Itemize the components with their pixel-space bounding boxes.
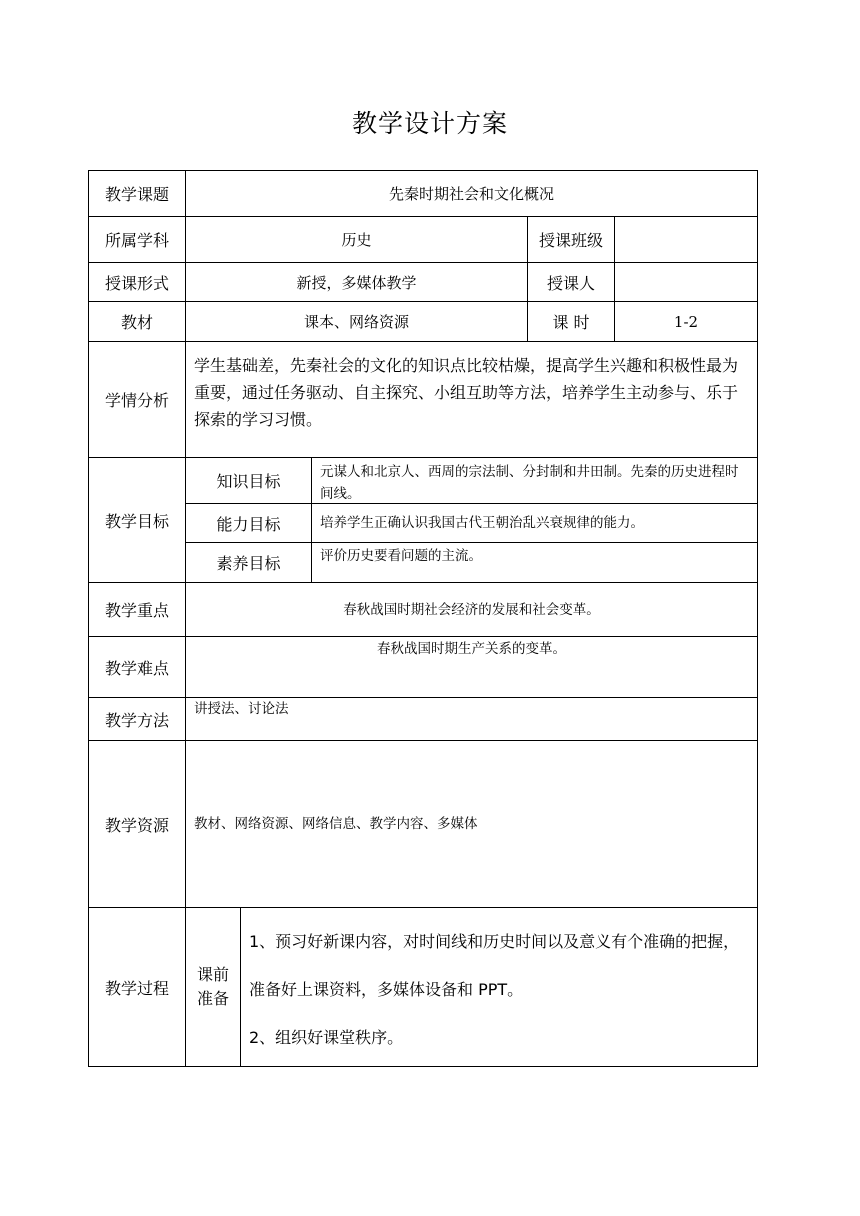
teacher-label: 授课人 — [527, 262, 615, 302]
form-value: 新授，多媒体教学 — [185, 262, 528, 302]
objective-knowledge-label: 知识目标 — [185, 457, 312, 504]
objective-ability-value: 培养学生正确认识我国古代王朝治乱兴衰规律的能力。 — [311, 503, 758, 543]
key-points-label: 教学重点 — [88, 582, 186, 637]
analysis-label: 学情分析 — [88, 341, 186, 458]
document-title: 教学设计方案 — [351, 109, 508, 138]
process-label: 教学过程 — [88, 907, 186, 1067]
objective-knowledge-value: 元谋人和北京人、西周的宗法制、分封制和井田制。先秦的历史进程时间线。 — [311, 457, 758, 504]
teacher-value — [614, 262, 758, 302]
process-step-1: 1、预习好新课内容，对时间线和历史时间以及意义有个准确的把握，准备好上课资料，多媒体设备和 PPT。 — [249, 932, 740, 999]
material-value: 课本、网络资源 — [185, 301, 528, 342]
methods-value: 讲授法、讨论法 — [185, 697, 758, 741]
resources-label: 教学资源 — [88, 740, 186, 908]
difficulties-label: 教学难点 — [88, 636, 186, 698]
objective-literacy-value: 评价历史要看问题的主流。 — [311, 542, 758, 583]
objectives-label: 教学目标 — [88, 457, 186, 583]
subject-label: 所属学科 — [88, 216, 186, 263]
form-label: 授课形式 — [88, 262, 186, 302]
resources-value: 教材、网络资源、网络信息、教学内容、多媒体 — [185, 740, 758, 908]
methods-label: 教学方法 — [88, 697, 186, 741]
subject-value: 历史 — [185, 216, 528, 263]
key-points-value: 春秋战国时期社会经济的发展和社会变革。 — [185, 582, 758, 637]
hours-label: 课 时 — [527, 301, 615, 342]
process-sublabel: 课前准备 — [185, 907, 241, 1067]
difficulties-value: 春秋战国时期生产关系的变革。 — [185, 636, 758, 698]
topic-value: 先秦时期社会和文化概况 — [185, 170, 758, 217]
class-label: 授课班级 — [527, 216, 615, 263]
process-content — [240, 907, 758, 1067]
objective-literacy-label: 素养目标 — [185, 542, 312, 583]
objective-ability-label: 能力目标 — [185, 503, 312, 543]
analysis-value: 学生基础差，先秦社会的文化的知识点比较枯燥，提高学生兴趣和积极性最为重要，通过任务驱动、自主探究、小组互助等方法，培养学生主动参与、乐于探索的学习习惯。 — [185, 341, 758, 458]
topic-label: 教学课题 — [88, 170, 186, 217]
material-label: 教材 — [88, 301, 186, 342]
hours-value: 1-2 — [614, 301, 758, 342]
class-value — [614, 216, 758, 263]
process-step-2: 2、组织好课堂秩序。 — [249, 1028, 404, 1047]
